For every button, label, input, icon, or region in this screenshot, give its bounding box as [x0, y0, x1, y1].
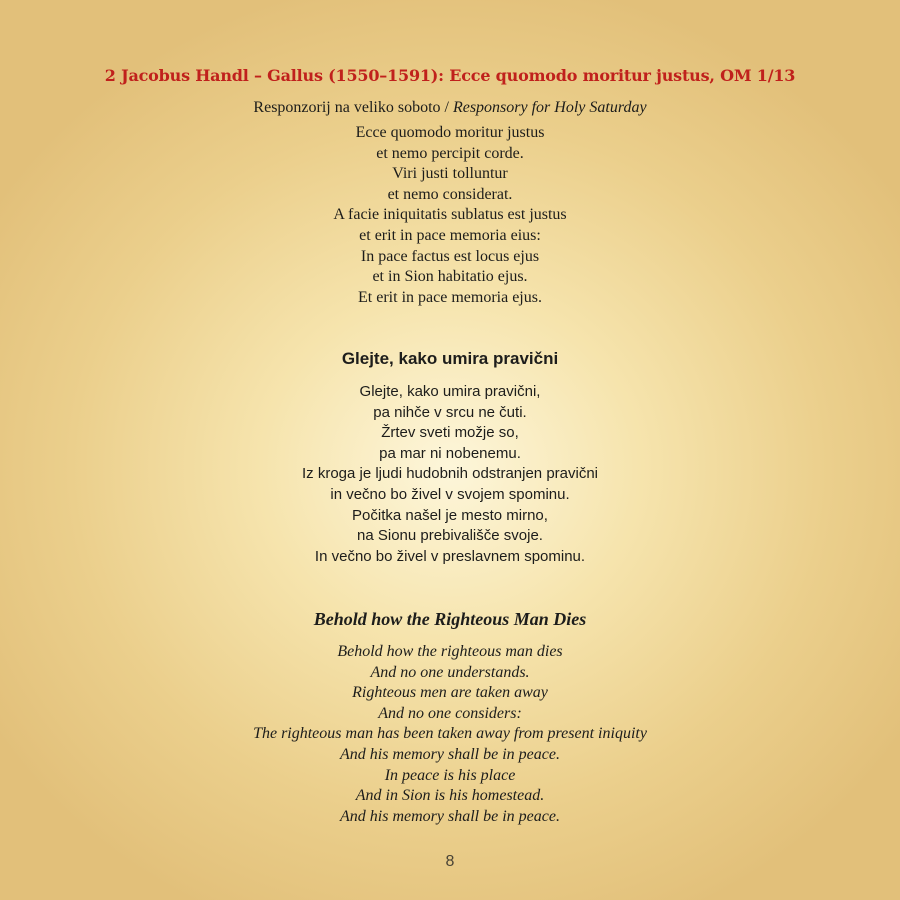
slovene-line: in večno bo živel v svojem spominu.	[330, 485, 570, 503]
piece-title: 2 Jacobus Handl – Gallus (1550–1591): Ecce quomodo moritur justus, OM 1/13	[104, 66, 796, 85]
english-line: And his memory shall be in peace.	[340, 807, 560, 825]
latin-line: et nemo considerat.	[387, 185, 513, 203]
latin-line: Et erit in pace memoria ejus.	[358, 288, 542, 306]
slovene-line: na Sionu prebivališče svoje.	[357, 527, 543, 545]
latin-line: et erit in pace memoria eius:	[359, 226, 541, 244]
english-line: In peace is his place	[384, 766, 516, 784]
english-line: And no one understands.	[370, 663, 530, 681]
subtitle-english: Responsory for Holy Saturday	[452, 99, 647, 116]
latin-line: et nemo percipit corde.	[376, 144, 524, 162]
slovene-heading: Glejte, kako umira pravični	[341, 349, 559, 368]
english-line: Righteous men are taken away	[352, 684, 548, 702]
latin-text	[0, 123, 900, 308]
slovene-line: Iz kroga je ljudi hudobnih odstranjen pravični	[301, 465, 598, 483]
slovene-line: In večno bo živel v preslavnem spominu.	[314, 547, 586, 565]
latin-line: A facie iniquitatis sublatus est justus	[333, 206, 567, 224]
english-line: And no one considers:	[378, 704, 522, 722]
english-line: Behold how the righteous man dies	[337, 643, 563, 660]
latin-line: Viri justi tolluntur	[392, 165, 508, 183]
slovene-line: pa nihče v srcu ne čuti.	[373, 403, 527, 421]
english-line: The righteous man has been taken away from present iniquity	[253, 725, 647, 743]
english-text	[0, 642, 900, 827]
slovene-line: Žrtev sveti možje so,	[381, 424, 519, 442]
piece-subtitle	[0, 99, 900, 117]
latin-line: et in Sion habitatio ejus.	[372, 268, 528, 286]
page-number: 8	[445, 853, 455, 870]
latin-line: Ecce quomodo moritur justus	[355, 124, 545, 141]
english-heading: Behold how the Righteous Man Dies	[313, 609, 587, 629]
english-line: And his memory shall be in peace.	[340, 745, 560, 763]
slovene-line: Počitka našel je mesto mirno,	[352, 506, 548, 524]
latin-line: In pace factus est locus ejus	[360, 247, 540, 265]
slovene-line: Glejte, kako umira pravični,	[359, 383, 541, 400]
subtitle-slovene: Responzorij na veliko soboto /	[253, 99, 449, 116]
slovene-line: pa mar ni nobenemu.	[379, 444, 521, 462]
english-line: And in Sion is his homestead.	[355, 787, 545, 805]
slovene-text	[0, 382, 900, 567]
